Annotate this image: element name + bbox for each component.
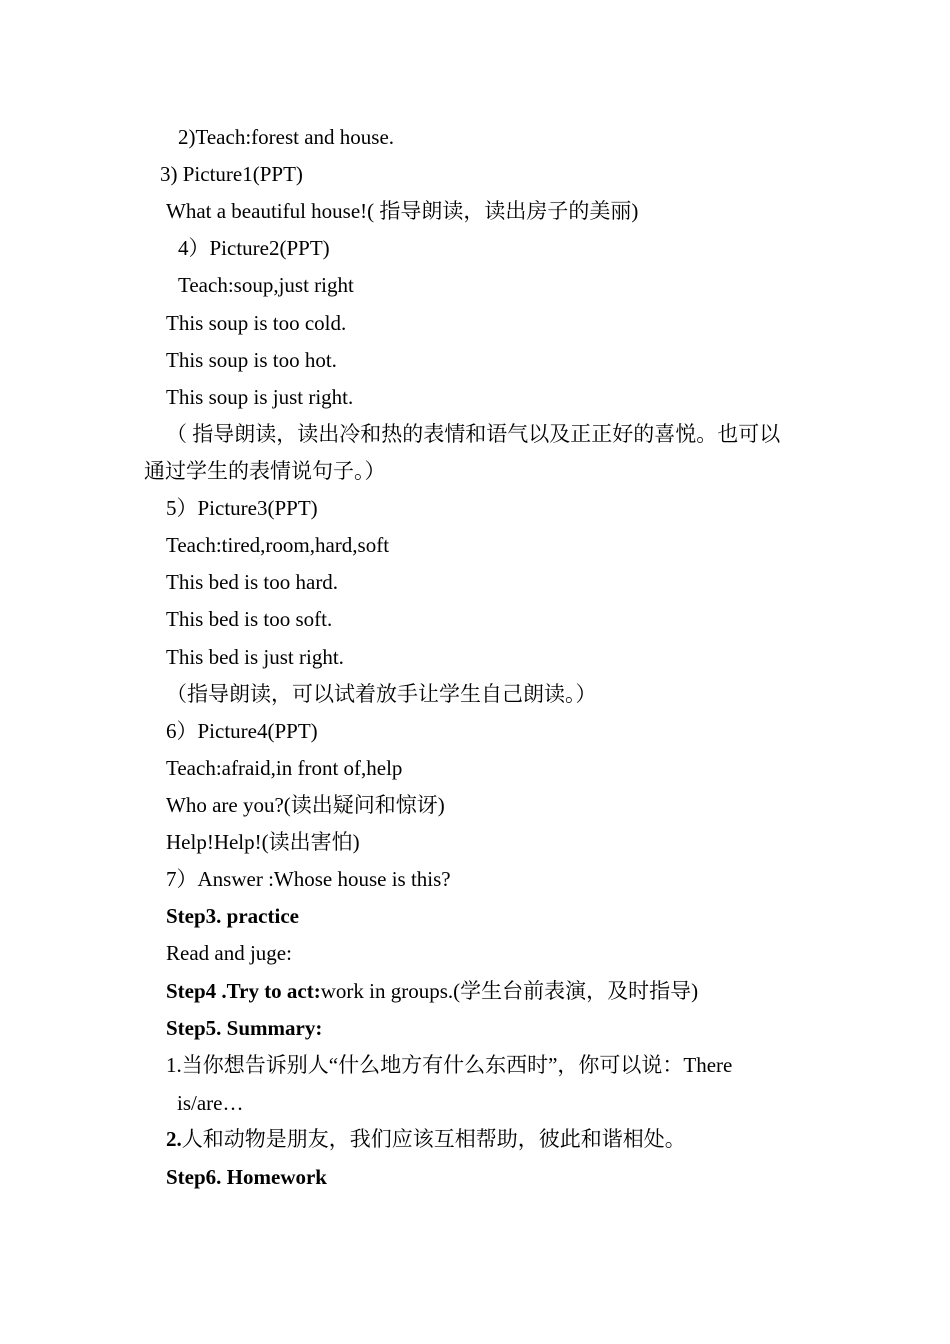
section-heading: Step3. practice [166, 904, 299, 928]
text-line: Teach:afraid,in front of,help [166, 756, 403, 780]
text-line: What a beautiful house!( 指导朗读，读出房子的美丽) [166, 199, 639, 223]
text-run: 人和动物是朋友，我们应该互相帮助，彼此和谐相处。 [181, 1127, 686, 1151]
text-line: This bed is too hard. [166, 570, 339, 594]
text-line: is/are… [177, 1091, 244, 1115]
text-line: （ 指导朗读，读出冷和热的表情和语气以及正正好的喜悦。也可以 [166, 422, 781, 446]
text-line [166, 978, 698, 1004]
text-line: Teach:tired,room,hard,soft [166, 533, 390, 557]
text-line: 3) Picture1(PPT) [160, 162, 303, 186]
text-line: Help!Help!(读出害怕) [166, 830, 360, 854]
text-run: work in groups.(学生台前表演，及时指导) [320, 979, 699, 1003]
section-heading: Step4 .Try to act: [166, 979, 321, 1003]
text-line: Read and juge: [166, 941, 292, 965]
text-line: 6）Picture4(PPT) [166, 719, 318, 743]
text-line: This soup is too hot. [166, 348, 337, 372]
text-line: 7）Answer :Whose house is this? [166, 867, 451, 891]
section-heading: Step6. Homework [166, 1165, 327, 1189]
text-line: This soup is just right. [166, 385, 354, 409]
text-line: This bed is just right. [166, 645, 344, 669]
text-line: Teach:soup,just right [178, 273, 354, 297]
section-heading: Step5. Summary: [166, 1016, 323, 1040]
text-line: 1.当你想告诉别人“什么地方有什么东西时”，你可以说：There [166, 1053, 733, 1077]
text-line [166, 1126, 686, 1152]
text-line: （指导朗读，可以试着放手让学生自己朗读。） [166, 682, 597, 706]
text-line: 2)Teach:forest and house. [178, 125, 395, 149]
text-line: This soup is too cold. [166, 311, 347, 335]
text-line: 5）Picture3(PPT) [166, 496, 318, 520]
list-number: 2. [166, 1127, 182, 1151]
text-line: 4）Picture2(PPT) [178, 236, 330, 260]
text-line: Who are you?(读出疑问和惊讶) [166, 793, 445, 817]
text-line: This bed is too soft. [166, 607, 333, 631]
text-line: 通过学生的表情说句子。） [144, 459, 386, 483]
